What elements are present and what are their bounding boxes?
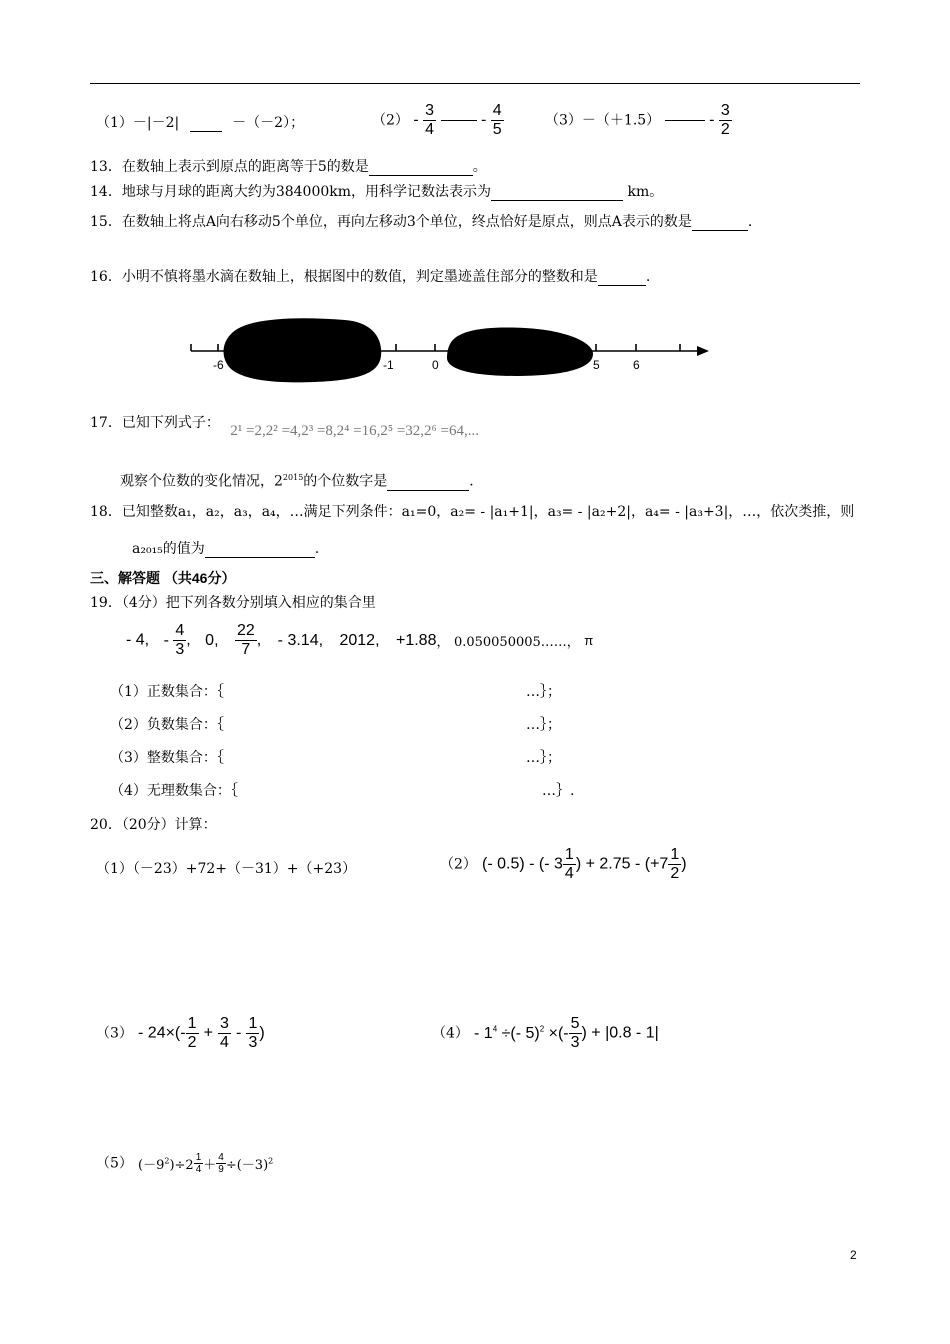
q20-c2-f2-num: 1 xyxy=(670,846,680,863)
q20-c5-f1-den: 4 xyxy=(195,1164,202,1175)
q12-p2-a-den: 4 xyxy=(425,121,435,138)
q20-c2-f1-den: 4 xyxy=(564,865,574,882)
q19-set-1-end: …｝； xyxy=(526,684,561,700)
q18-end: . xyxy=(314,541,320,557)
q20-c3-f2-num: 3 xyxy=(220,1015,229,1032)
q20-c4-expression xyxy=(474,1025,569,1042)
tick-label-neg1: -1 xyxy=(383,358,394,372)
q17-line2-b: 的个位数字是 xyxy=(303,473,388,490)
q19-n6: 2012, xyxy=(339,631,380,649)
q16-text: 16．小明不慎将墨水滴在数轴上，根据图中的数值，判定墨迹盖住部分的整数和是 xyxy=(90,269,598,285)
q20-c4-label: （4） xyxy=(432,1025,469,1042)
q17-exponent: 2015 xyxy=(282,473,304,482)
q17-answer-blank[interactable] xyxy=(387,490,469,491)
q20-c2-fraction-2 xyxy=(668,846,681,883)
q20-c3-f1-num: 1 xyxy=(187,1015,197,1032)
q20-c5-tail xyxy=(226,1158,273,1173)
q20-c5-f2-num: 4 xyxy=(218,1152,224,1163)
q12-p2-fraction-a xyxy=(423,102,436,139)
q13-answer-blank[interactable] xyxy=(369,175,473,176)
q19-n5: - 3.14, xyxy=(277,631,324,649)
q19-n7: +1.88 xyxy=(395,631,437,649)
q20-c5-d: ÷(－3) xyxy=(225,1158,269,1173)
q20-c2-label: （2） xyxy=(440,856,477,873)
q12-p3-label: （3）－（＋1.5） xyxy=(545,112,661,129)
q19-set-2-end: …｝； xyxy=(526,717,561,733)
q19-set-1 xyxy=(110,683,580,701)
q12-p2-fraction-b xyxy=(491,102,504,139)
q20-c3-a: - 24×(- xyxy=(138,1024,186,1042)
q19-set-1-label: （1）正数集合：｛ xyxy=(110,684,224,700)
tick-label-6: 6 xyxy=(633,358,640,372)
q14-unit: km。 xyxy=(627,184,664,200)
q12-part3 xyxy=(545,102,732,139)
q20-c2-c: ) xyxy=(681,855,687,873)
q15-end: . xyxy=(747,214,753,230)
q12-p2-label: （2） xyxy=(372,112,409,129)
q19-set-3 xyxy=(110,749,580,767)
q20-c5-sup2: 2 xyxy=(268,1156,274,1166)
q20-c3-fraction-2 xyxy=(218,1015,231,1052)
q17-label: 17．已知下列式子： xyxy=(90,415,220,431)
page-number: 2 xyxy=(850,1248,857,1262)
q12-p3-fraction xyxy=(719,102,732,139)
q20-c5-f1-num: 1 xyxy=(195,1152,202,1163)
q19-n8: 0.050050005……， xyxy=(453,635,580,650)
header-rule xyxy=(90,83,860,84)
q16-answer-blank[interactable] xyxy=(598,285,646,286)
q20-c2-b: ) + 2.75 - (+7 xyxy=(575,855,669,873)
q19-n2-minus: - xyxy=(163,631,169,649)
question-17 xyxy=(90,414,479,439)
q20-c3-f3-num: 1 xyxy=(248,1015,258,1032)
question-20 xyxy=(90,816,217,834)
q19-n4-den: 7 xyxy=(241,641,251,658)
q12-p1-text: （1）－|－2| xyxy=(96,115,180,131)
q12-p2-a-num: 3 xyxy=(425,102,435,119)
q20-c3-end: ) xyxy=(259,1024,265,1042)
q15-answer-blank[interactable] xyxy=(692,230,748,231)
question-13 xyxy=(90,158,487,176)
question-18 xyxy=(90,503,854,521)
q17-line2-a: 观察个位数的变化情况，2 xyxy=(120,473,283,490)
q20-calc-3 xyxy=(96,1015,265,1052)
q12-part1 xyxy=(96,114,304,132)
q20-c3-plus: + xyxy=(203,1024,213,1042)
q20-c3-label: （3） xyxy=(96,1025,133,1042)
q19-set-3-end: …｝； xyxy=(526,750,561,766)
q12-p2-minus-b: - xyxy=(480,111,487,129)
q20-c4-c: ×(- xyxy=(544,1024,569,1042)
q20-c5-f2-den: 9 xyxy=(218,1164,224,1175)
q19-set-2 xyxy=(110,716,580,734)
q19-n2-num: 4 xyxy=(175,622,185,639)
q20-c5-b: )÷2 xyxy=(169,1158,194,1173)
q20-c2-a: (- 0.5) - (- 3 xyxy=(482,855,563,873)
q12-p3-num: 3 xyxy=(720,102,730,119)
q20-calc-4 xyxy=(432,1015,659,1052)
question-19 xyxy=(90,594,376,612)
q17-line2 xyxy=(120,469,474,491)
tick-label-0: 0 xyxy=(432,358,439,372)
q20-c4-b: ÷(- 5) xyxy=(497,1024,540,1042)
q19-n3: 0, xyxy=(205,631,219,649)
q19-set-3-label: （3）整数集合：｛ xyxy=(110,750,224,766)
q20-c3-minus: - xyxy=(236,1024,242,1042)
q20-calc-1 xyxy=(96,860,356,878)
q19-n4-fraction xyxy=(235,622,257,659)
q20-c4-sup1: 4 xyxy=(492,1024,498,1034)
q15-text: 15．在数轴上将点A向右移动5个单位，再向左移动3个单位，终点恰好是原点，则点A表示的数是 xyxy=(90,214,692,230)
q12-part2 xyxy=(372,102,504,139)
q14-answer-blank[interactable] xyxy=(491,200,623,201)
q20-c5-label: （5） xyxy=(96,1155,133,1172)
q18-answer-blank[interactable] xyxy=(205,557,315,558)
q19-n2-den: 3 xyxy=(175,641,185,658)
q18-line2-text: a₂₀₁₅的值为 xyxy=(132,541,205,557)
tick-label-neg6: -6 xyxy=(213,358,224,372)
q19-set-4 xyxy=(110,782,600,800)
q19-set-4-end: …｝. xyxy=(542,783,575,799)
q12-p3-blank[interactable] xyxy=(665,120,705,121)
question-14 xyxy=(90,183,663,201)
q20-c5-fraction-1 xyxy=(194,1152,204,1175)
q19-set-2-label: （2）负数集合：｛ xyxy=(110,717,224,733)
q12-p2-b-den: 5 xyxy=(492,121,502,138)
q19-n1: - 4, xyxy=(126,631,150,649)
q19-n4-num: 22 xyxy=(236,622,255,639)
q20-c1-text: （1）（－23）+72+（－31）+（+23） xyxy=(96,861,357,877)
q20-c2-f1-num: 1 xyxy=(564,846,574,863)
q20-c4-fraction xyxy=(569,1015,582,1052)
q13-end: 。 xyxy=(472,159,487,175)
q20-c5-fraction-2 xyxy=(216,1152,226,1175)
q13-text: 13．在数轴上表示到原点的距离等于5的数是 xyxy=(90,159,369,175)
q20-c4-sup2: 2 xyxy=(539,1024,545,1034)
q20-c3-fraction-1 xyxy=(186,1015,199,1052)
q12-p3-minus: - xyxy=(709,111,715,129)
q20-c5-expression xyxy=(138,1158,194,1173)
q18-text: 18．已知整数a₁，a₂，a₃，a₄，…满足下列条件：a₁=0，a₂= - |a₁+1|，a₃= - |a₂+2|，a₄= - |a₃+3|，…，依次类推，则 xyxy=(90,504,855,520)
q20-c4-f-num: 5 xyxy=(570,1015,580,1032)
q17-end: . xyxy=(469,473,474,490)
q18-line2 xyxy=(132,540,319,558)
q12-p2-blank[interactable] xyxy=(441,120,477,121)
q19-text: 19．（4分）把下列各数分别填入相应的集合里 xyxy=(90,595,376,611)
q12-p2-minus-a: - xyxy=(413,111,419,129)
q20-c5-a: (－9 xyxy=(138,1158,165,1173)
q17-power-series: 2¹ =2,2² =4,2³ =8,2⁴ =16,2⁵ =32,2⁶ =64,... xyxy=(230,423,479,439)
q12-p1-blank[interactable] xyxy=(190,131,222,132)
question-15 xyxy=(90,213,752,231)
section-3-heading: 三、解答题 （共46分） xyxy=(90,570,236,586)
q20-c3-f2-den: 4 xyxy=(220,1034,229,1051)
q20-c4-d: ) + |0.8 - 1| xyxy=(581,1024,659,1042)
q20-c3-fraction-3 xyxy=(246,1015,259,1052)
ink-blot-right xyxy=(447,328,593,376)
q20-c2-fraction-1 xyxy=(563,846,576,883)
q19-n9-pi: π xyxy=(584,633,594,648)
q12-p3-den: 2 xyxy=(720,121,730,138)
q12-p2-b-num: 4 xyxy=(492,102,502,119)
q20-calc-5 xyxy=(96,1152,273,1175)
q20-c3-f3-den: 3 xyxy=(248,1034,258,1051)
q20-c4-f-den: 3 xyxy=(570,1034,580,1051)
q19-number-list: - 4, - $\frac{4}{3}$ , 0, $\frac{22}{7}$ , - 3.14, 2012, +1.88， 0.050050005……， π xyxy=(126,622,594,658)
q20-c5-sup: 2 xyxy=(164,1156,170,1166)
tick-label-5: 5 xyxy=(593,358,600,372)
q20-c5-c: ＋ xyxy=(203,1158,217,1173)
q20-calc-2 xyxy=(440,846,687,883)
number-line-arrow xyxy=(697,346,709,356)
q12-p1b-text: －（－2）； xyxy=(232,115,305,131)
ink-blot-left xyxy=(224,318,382,382)
q20-text: 20．（20分）计算： xyxy=(90,817,217,833)
q14-text: 14．地球与月球的距离大约为384000km，用科学记数法表示为 xyxy=(90,184,492,200)
question-16 xyxy=(90,268,650,286)
q19-n2-fraction xyxy=(173,622,186,659)
q19-set-4-label: （4）无理数集合：｛ xyxy=(110,783,238,799)
q20-c3-f1-den: 2 xyxy=(187,1034,197,1051)
q20-c2-f2-den: 2 xyxy=(670,865,680,882)
q16-end: . xyxy=(645,269,651,285)
q20-c4-a: - 1 xyxy=(474,1024,493,1042)
ink-number-line-figure xyxy=(185,312,715,387)
